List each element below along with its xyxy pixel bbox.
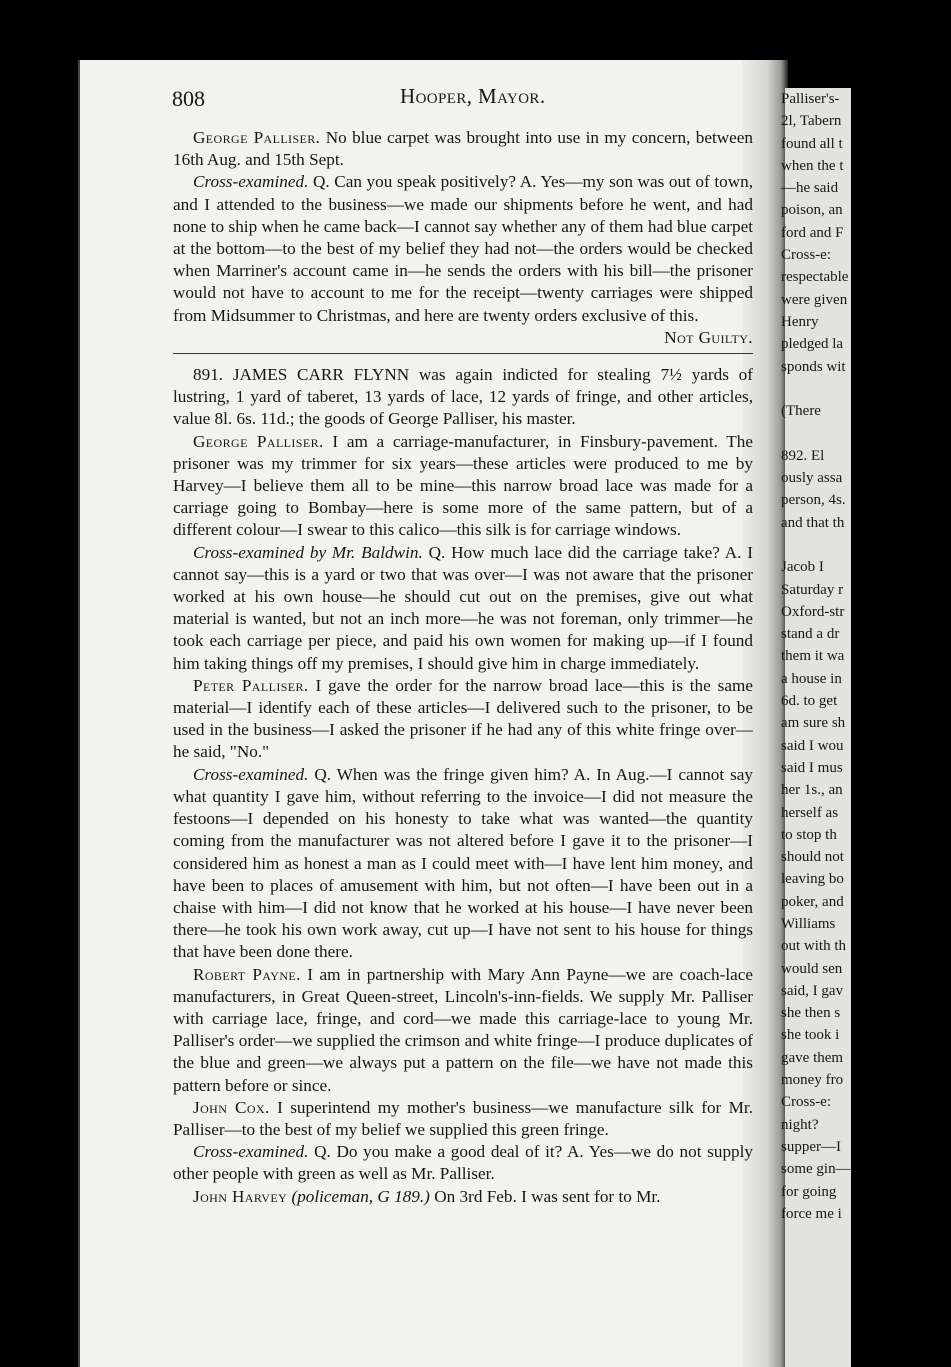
opposite-page-line: Cross-e:: [781, 247, 831, 264]
speaker-name: Robert Payne.: [193, 964, 301, 984]
opposite-page: [781, 88, 851, 1367]
opposite-page-line: gave them: [781, 1049, 844, 1066]
opposite-page-line: Henry: [781, 313, 819, 330]
opposite-page-line: ford and F: [781, 224, 844, 241]
opposite-page-line: Palliser's-: [781, 91, 840, 107]
opposite-page-line: supper—I: [781, 1138, 841, 1155]
testimony-text: Q. When was the fringe given him? A. In Aug.—I cannot say what quantity I gave him, without referring to the invoice—I did not measure the festoons—I depended on his honesty to take what was wanted—the quantity coming from the manufacturer was not altered before I gave it to the prisoner—I considered him as honest a man as I could meet with—I have lent him money, and have been to places of amusement with him, but not often—I have been out in a chaise with him—I did not know that he worked at his house—I have never been there—he took his own work away, cut up—I have not sent to his house for things that have been done there.: [173, 764, 753, 962]
cross-examination-paragraph: [173, 1141, 753, 1185]
opposite-page-line: poison, an: [781, 202, 843, 219]
opposite-page-line: [781, 378, 951, 400]
opposite-page-line: money fro: [781, 1072, 844, 1089]
opposite-page-line: them it wa: [781, 648, 845, 665]
opposite-page-line: should not: [781, 849, 844, 866]
case-indictment: [173, 364, 753, 431]
opposite-page-line: stand a dr: [781, 626, 840, 643]
opposite-page-line: Cross-e:: [781, 1094, 831, 1111]
opposite-page-line: 892. El: [781, 447, 825, 464]
testimony-text: Q. Do you make a good deal of it? A. Yes—we do not supply other people with green as well as Mr. Palliser.: [173, 1142, 754, 1184]
testimony-text: Q. Can you speak positively? A. Yes—my son was out of town, and I attended to the business—we made our shipments before he went, and had none to ship when he came back—I cannot say whether any of them had blue carpet at the bottom—to the best of my belief they had not—the orders would be checked when Marriner's account came in—he sends the orders with his bill—the prisoner would not have to account to me for the receipt—twenty carriages were shipped from Midsummer to Christmas, and here are twenty orders exclusive of this.: [173, 172, 753, 325]
cross-examined-label: Cross-examined by Mr. Baldwin.: [193, 542, 423, 562]
opposite-page-line: some gin—: [781, 1161, 851, 1178]
opposite-page-line: ously assa: [781, 470, 843, 487]
opposite-page-line: leaving bo: [781, 871, 844, 888]
opposite-page-line: pledged la: [781, 336, 844, 353]
opposite-page-line: herself as: [781, 804, 839, 821]
cross-examined-label: Cross-examined.: [193, 764, 309, 784]
running-head: Hooper, Mayor.: [400, 84, 546, 108]
indictment-text: 891. JAMES CARR FLYNN was again indicted for stealing 7½ yards of lustring, 1 yard of taberet, 13 yards of lace, 12 yards of fringe, and other articles, value 8l. 6s. 11d.; the goods of George Palliser, his master.: [173, 365, 753, 429]
testimony-text: I am a carriage-manufacturer, in Finsbury-pavement. The prisoner was my trimmer for six years—these articles were produced to me by Harvey—I believe them all to be mine—this narrow broad lace was made for a carriage going to Bombay—here is some more of the same pattern, but of a different colour—I swear to this calico—this silk is for carriage windows.: [173, 431, 754, 540]
opposite-page-line: 6d. to get: [781, 693, 838, 710]
opposite-page-line: for going: [781, 1183, 837, 1200]
opposite-page-lines: [781, 88, 951, 1225]
testimony-paragraph: [173, 431, 753, 542]
testimony-text: I am in partnership with Mary Ann Payne—we are coach-lace manufacturers, in Great Queen-street, Lincoln's-inn-fields. We supply Mr. Palliser with carriage lace, fringe, and cord—we made this carriage-lace to young Mr. Palliser's order—we supplied the crimson and white fringe—I produce duplicates of the blue and green—we always put a pattern on the file—we have not made this pattern before or since.: [173, 964, 753, 1095]
speaker-role: (policeman, G 189.): [291, 1186, 430, 1206]
opposite-page-line: —he said: [781, 180, 839, 197]
testimony-paragraph: [173, 964, 753, 1097]
opposite-page-line: found all t: [781, 135, 843, 152]
speaker-name: Peter Palliser.: [193, 675, 309, 695]
cross-examined-label: Cross-examined.: [193, 172, 309, 192]
opposite-page-line: her 1s., an: [781, 782, 843, 799]
opposite-page-line: 2l, Tabern: [781, 113, 842, 130]
speaker-name: George Palliser.: [193, 128, 321, 147]
testimony-text: I superintend my mother's business—we manufacture silk for Mr. Palliser—to the best of my belief we supplied this green fringe.: [173, 1097, 753, 1139]
opposite-page-line: [781, 422, 951, 444]
opposite-page-line: Jacob I: [781, 559, 824, 576]
opposite-page-line: said, I gav: [781, 982, 844, 999]
opposite-page-line: to stop th: [781, 826, 837, 843]
opposite-page-line: am sure sh: [781, 715, 846, 732]
opposite-page-line: and that th: [781, 514, 845, 531]
opposite-page-line: would sen: [781, 960, 843, 977]
testimony-paragraph: [173, 675, 753, 764]
opposite-page-line: Oxford-str: [781, 603, 845, 620]
cross-examination-paragraph: [173, 764, 753, 964]
opposite-page-line: night?: [781, 1116, 819, 1133]
testimony-text: I gave the order for the narrow broad lace—this is the same material—I identify each of these articles—I delivered such to the prisoner, to be used in the business—I asked the prisoner if he had any of this white fringe over—he said, "No.": [173, 675, 753, 762]
speaker-name: John Harvey: [193, 1186, 288, 1206]
opposite-page-line: [781, 534, 951, 556]
testimony-paragraph: [173, 1186, 753, 1208]
opposite-page-line: were given: [781, 291, 848, 308]
testimony-paragraph: [173, 127, 753, 171]
speaker-name: George Palliser.: [193, 431, 324, 451]
testimony-paragraph: [173, 1097, 753, 1141]
testimony-text: Q. How much lace did the carriage take? A. I cannot say—this is a yard or two that was over—I was not aware that the prisoner worked at his own house—he should cut out on the premises, give out what material is wanted, but not an inch more—he was not foreman, only trimmer—he took each carriage per piece, and paid his own women for making up—if I found him taking things off my premises, I should give him in charge immediately.: [173, 542, 753, 673]
opposite-page-line: Saturday r: [781, 581, 844, 598]
opposite-page-line: person, 4s.: [781, 492, 846, 509]
verdict: Not Guilty.: [664, 327, 753, 347]
opposite-page-line: she took i: [781, 1027, 840, 1044]
cross-examined-label: Cross-examined.: [193, 1142, 309, 1162]
testimony-text: No blue carpet was brought into use in my concern, between 16th Aug. and 15th Sept.: [173, 128, 754, 170]
page-body: [173, 127, 753, 1208]
opposite-page-line: said I wou: [781, 737, 844, 754]
cross-examination-paragraph: [173, 542, 753, 675]
cross-examination-paragraph: [173, 171, 753, 326]
page-number: 808: [172, 86, 205, 111]
testimony-text: On 3rd Feb. I was sent for to Mr.: [434, 1186, 661, 1206]
opposite-page-line: Williams: [781, 915, 836, 932]
case-divider: [173, 353, 753, 354]
opposite-page-line: when the t: [781, 157, 844, 174]
opposite-page-line: said I mus: [781, 759, 843, 776]
opposite-page-line: sponds wit: [781, 358, 846, 375]
speaker-name: John Cox.: [193, 1097, 270, 1117]
opposite-page-line: force me i: [781, 1205, 842, 1222]
opposite-page-line: (There: [781, 403, 821, 420]
opposite-page-line: a house in: [781, 670, 842, 687]
opposite-page-line: she then s: [781, 1005, 841, 1022]
opposite-page-line: out with th: [781, 938, 847, 955]
opposite-page-line: poker, and: [781, 893, 844, 910]
opposite-page-line: respectable: [781, 269, 849, 286]
